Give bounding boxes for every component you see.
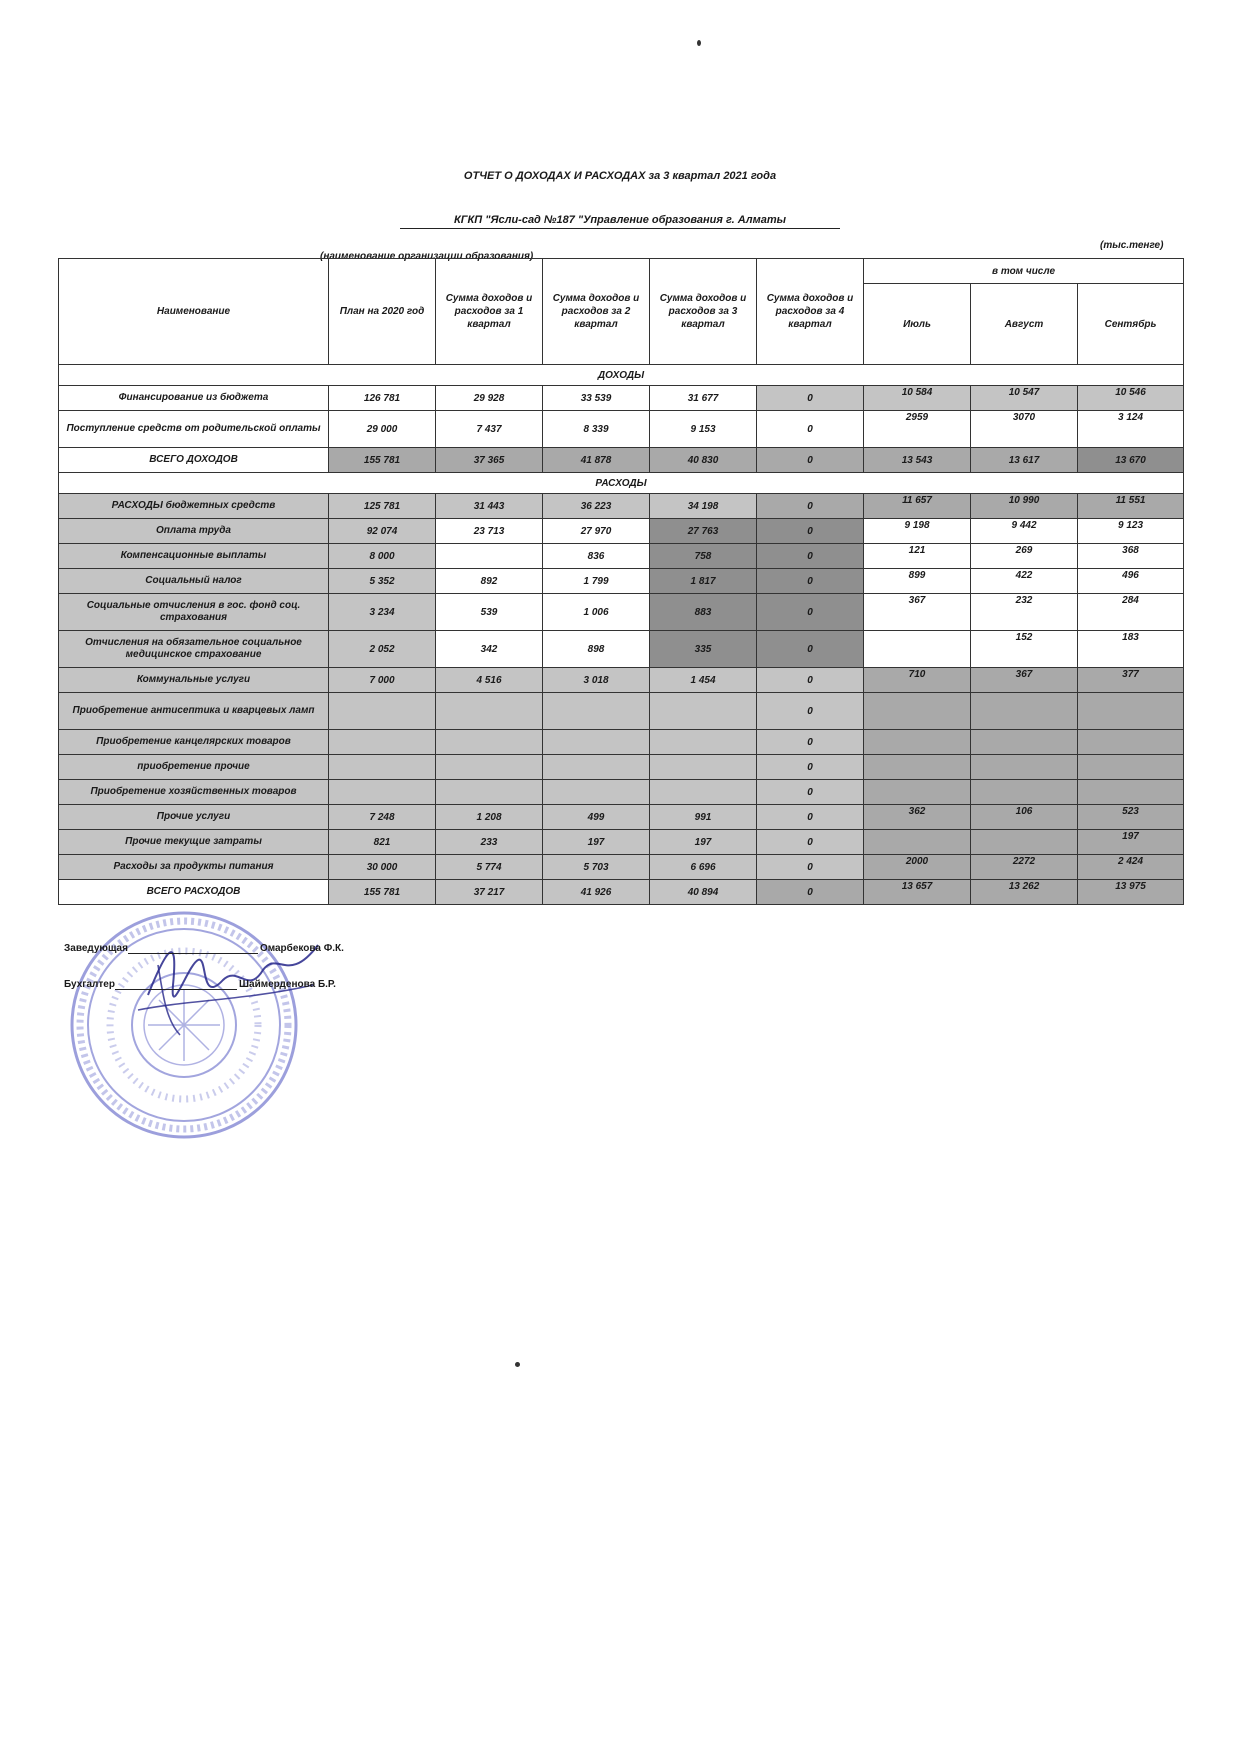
row-name: РАСХОДЫ бюджетных средств xyxy=(59,494,329,519)
cell-plan: 29 000 xyxy=(329,411,436,448)
cell-plan: 5 352 xyxy=(329,569,436,594)
cell-plan: 7 248 xyxy=(329,805,436,830)
cell-aug: 422 xyxy=(971,569,1078,594)
table-row xyxy=(59,755,1184,780)
row-name: Приобретение канцелярских товаров xyxy=(59,730,329,755)
cell-sep: 284 xyxy=(1078,594,1184,631)
cell-q4: 0 xyxy=(757,494,864,519)
cell-q2: 41 926 xyxy=(543,880,650,905)
cell-q2 xyxy=(543,693,650,730)
cell-jul: 121 xyxy=(864,544,971,569)
row-name: ВСЕГО ДОХОДОВ xyxy=(59,448,329,473)
cell-sep xyxy=(1078,780,1184,805)
cell-q1: 342 xyxy=(436,631,543,668)
header-plan: План на 2020 год xyxy=(329,259,436,365)
cell-aug xyxy=(971,780,1078,805)
cell-sep: 3 124 xyxy=(1078,411,1184,448)
cell-jul: 10 584 xyxy=(864,386,971,411)
cell-aug: 13 617 xyxy=(971,448,1078,473)
cell-aug: 10 990 xyxy=(971,494,1078,519)
cell-q3 xyxy=(650,693,757,730)
row-name: Прочие текущие затраты xyxy=(59,830,329,855)
cell-sep xyxy=(1078,755,1184,780)
row-name: Приобретение хозяйственных товаров xyxy=(59,780,329,805)
cell-q1: 892 xyxy=(436,569,543,594)
cell-q3: 991 xyxy=(650,805,757,830)
cell-sep: 368 xyxy=(1078,544,1184,569)
row-name: Оплата труда xyxy=(59,519,329,544)
cell-jul: 2000 xyxy=(864,855,971,880)
header-q3: Сумма доходов и расходов за 3 квартал xyxy=(650,259,757,365)
head-name: Омарбекова Ф.К. xyxy=(259,943,344,954)
cell-q3: 6 696 xyxy=(650,855,757,880)
cell-plan: 30 000 xyxy=(329,855,436,880)
cell-jul xyxy=(864,693,971,730)
cell-plan: 126 781 xyxy=(329,386,436,411)
header-q4: Сумма доходов и расходов за 4 квартал xyxy=(757,259,864,365)
header-name: Наименование xyxy=(59,259,329,365)
cell-q4: 0 xyxy=(757,755,864,780)
cell-q4: 0 xyxy=(757,631,864,668)
expense-total-row xyxy=(59,880,1184,905)
section-row xyxy=(59,365,1184,386)
report-title: ОТЧЕТ О ДОХОДАХ И РАСХОДАХ за 3 квартал 2021 года xyxy=(463,170,777,182)
cell-q4: 0 xyxy=(757,386,864,411)
table-row xyxy=(59,411,1184,448)
cell-sep: 523 xyxy=(1078,805,1184,830)
accountant-name: Шаймерденова Б.Р. xyxy=(238,979,336,990)
header-q2: Сумма доходов и расходов за 2 квартал xyxy=(543,259,650,365)
row-name: Компенсационные выплаты xyxy=(59,544,329,569)
cell-aug: 2272 xyxy=(971,855,1078,880)
row-name: Отчисления на обязательное социальное медицинское страхование xyxy=(59,631,329,668)
cell-aug: 13 262 xyxy=(971,880,1078,905)
cell-q1 xyxy=(436,693,543,730)
cell-q1: 4 516 xyxy=(436,668,543,693)
cell-q2: 33 539 xyxy=(543,386,650,411)
cell-q1: 29 928 xyxy=(436,386,543,411)
table-row xyxy=(59,830,1184,855)
cell-plan xyxy=(329,780,436,805)
cell-q3 xyxy=(650,755,757,780)
cell-sep: 377 xyxy=(1078,668,1184,693)
cell-q1: 37 217 xyxy=(436,880,543,905)
cell-q2: 36 223 xyxy=(543,494,650,519)
table-row xyxy=(59,805,1184,830)
cell-jul xyxy=(864,755,971,780)
cell-q3 xyxy=(650,730,757,755)
cell-jul: 362 xyxy=(864,805,971,830)
cell-plan: 155 781 xyxy=(329,880,436,905)
cell-q3: 40 894 xyxy=(650,880,757,905)
cell-aug xyxy=(971,730,1078,755)
cell-aug xyxy=(971,755,1078,780)
cell-sep: 10 546 xyxy=(1078,386,1184,411)
header-august: Август xyxy=(971,284,1078,365)
cell-q1: 37 365 xyxy=(436,448,543,473)
cell-q1: 7 437 xyxy=(436,411,543,448)
table-row xyxy=(59,693,1184,730)
cell-q3: 335 xyxy=(650,631,757,668)
cell-q4: 0 xyxy=(757,569,864,594)
cell-q1: 233 xyxy=(436,830,543,855)
cell-sep: 2 424 xyxy=(1078,855,1184,880)
cell-q4: 0 xyxy=(757,544,864,569)
cell-aug: 106 xyxy=(971,805,1078,830)
cell-plan xyxy=(329,755,436,780)
cell-q1 xyxy=(436,544,543,569)
cell-jul: 11 657 xyxy=(864,494,971,519)
cell-q4: 0 xyxy=(757,780,864,805)
cell-q2: 1 799 xyxy=(543,569,650,594)
cell-sep: 9 123 xyxy=(1078,519,1184,544)
cell-q3: 1 454 xyxy=(650,668,757,693)
cell-plan xyxy=(329,730,436,755)
cell-q3: 40 830 xyxy=(650,448,757,473)
cell-aug: 10 547 xyxy=(971,386,1078,411)
table-row xyxy=(59,519,1184,544)
table-row xyxy=(59,544,1184,569)
scan-speck xyxy=(515,1362,520,1367)
report-body xyxy=(59,365,1184,905)
cell-aug xyxy=(971,693,1078,730)
cell-aug: 232 xyxy=(971,594,1078,631)
organization-name: КГКП "Ясли-сад №187 "Управление образования г. Алматы xyxy=(400,214,840,229)
cell-q4: 0 xyxy=(757,594,864,631)
cell-q3: 34 198 xyxy=(650,494,757,519)
cell-plan xyxy=(329,693,436,730)
cell-sep: 496 xyxy=(1078,569,1184,594)
cell-q1: 1 208 xyxy=(436,805,543,830)
cell-jul: 13 543 xyxy=(864,448,971,473)
cell-jul xyxy=(864,730,971,755)
cell-jul: 367 xyxy=(864,594,971,631)
cell-sep: 13 670 xyxy=(1078,448,1184,473)
cell-plan: 821 xyxy=(329,830,436,855)
cell-aug: 152 xyxy=(971,631,1078,668)
cell-aug: 3070 xyxy=(971,411,1078,448)
cell-plan: 92 074 xyxy=(329,519,436,544)
table-row xyxy=(59,668,1184,693)
cell-sep: 183 xyxy=(1078,631,1184,668)
cell-q3: 31 677 xyxy=(650,386,757,411)
cell-aug: 9 442 xyxy=(971,519,1078,544)
table-row xyxy=(59,631,1184,668)
row-name: Поступление средств от родительской оплаты xyxy=(59,411,329,448)
cell-q1 xyxy=(436,730,543,755)
cell-q4: 0 xyxy=(757,880,864,905)
cell-jul: 899 xyxy=(864,569,971,594)
cell-q1 xyxy=(436,780,543,805)
row-name: Прочие услуги xyxy=(59,805,329,830)
table-row xyxy=(59,780,1184,805)
cell-q2: 836 xyxy=(543,544,650,569)
cell-q2: 41 878 xyxy=(543,448,650,473)
cell-q2: 27 970 xyxy=(543,519,650,544)
table-row xyxy=(59,569,1184,594)
income-total-row xyxy=(59,448,1184,473)
cell-jul: 9 198 xyxy=(864,519,971,544)
head-label: Заведующая xyxy=(64,943,128,954)
header-september: Сентябрь xyxy=(1078,284,1184,365)
cell-sep: 197 xyxy=(1078,830,1184,855)
section-row xyxy=(59,473,1184,494)
cell-q3 xyxy=(650,780,757,805)
cell-plan: 155 781 xyxy=(329,448,436,473)
cell-q2 xyxy=(543,780,650,805)
cell-q3: 9 153 xyxy=(650,411,757,448)
row-name: Финансирование из бюджета xyxy=(59,386,329,411)
cell-sep: 11 551 xyxy=(1078,494,1184,519)
section-label: РАСХОДЫ xyxy=(59,473,1184,494)
cell-q3: 758 xyxy=(650,544,757,569)
table-row xyxy=(59,594,1184,631)
cell-q1: 539 xyxy=(436,594,543,631)
cell-jul: 2959 xyxy=(864,411,971,448)
cell-q4: 0 xyxy=(757,855,864,880)
cell-aug: 269 xyxy=(971,544,1078,569)
table-row xyxy=(59,386,1184,411)
row-name: приобретение прочие xyxy=(59,755,329,780)
row-name: ВСЕГО РАСХОДОВ xyxy=(59,880,329,905)
cell-q3: 197 xyxy=(650,830,757,855)
scan-speck xyxy=(697,40,701,46)
cell-q3: 27 763 xyxy=(650,519,757,544)
cell-q3: 883 xyxy=(650,594,757,631)
row-name: Социальный налог xyxy=(59,569,329,594)
cell-q2 xyxy=(543,755,650,780)
table-row xyxy=(59,494,1184,519)
cell-jul: 13 657 xyxy=(864,880,971,905)
cell-aug: 367 xyxy=(971,668,1078,693)
cell-plan: 7 000 xyxy=(329,668,436,693)
cell-q2: 499 xyxy=(543,805,650,830)
cell-q2 xyxy=(543,730,650,755)
cell-q4: 0 xyxy=(757,805,864,830)
cell-q1: 23 713 xyxy=(436,519,543,544)
organization-caption: (наименование организации образования) xyxy=(320,251,534,262)
header-q1: Сумма доходов и расходов за 1 квартал xyxy=(436,259,543,365)
cell-q4: 0 xyxy=(757,730,864,755)
accountant-label: Бухгалтер xyxy=(64,979,115,990)
cell-q4: 0 xyxy=(757,830,864,855)
cell-q1 xyxy=(436,755,543,780)
header-including: в том числе xyxy=(864,259,1184,284)
row-name: Приобретение антисептика и кварцевых ламп xyxy=(59,693,329,730)
row-name: Коммунальные услуги xyxy=(59,668,329,693)
cell-jul xyxy=(864,830,971,855)
header-july: Июль xyxy=(864,284,971,365)
table-row xyxy=(59,730,1184,755)
section-label: ДОХОДЫ xyxy=(59,365,1184,386)
cell-jul xyxy=(864,631,971,668)
cell-sep xyxy=(1078,730,1184,755)
cell-q1: 5 774 xyxy=(436,855,543,880)
cell-plan: 3 234 xyxy=(329,594,436,631)
cell-jul: 710 xyxy=(864,668,971,693)
report-table xyxy=(58,258,1184,905)
cell-plan: 2 052 xyxy=(329,631,436,668)
cell-q2: 1 006 xyxy=(543,594,650,631)
row-name: Социальные отчисления в гос. фонд соц. страхования xyxy=(59,594,329,631)
cell-q2: 898 xyxy=(543,631,650,668)
cell-q2: 8 339 xyxy=(543,411,650,448)
cell-q4: 0 xyxy=(757,519,864,544)
head-signature-line xyxy=(64,943,344,954)
cell-jul xyxy=(864,780,971,805)
cell-q4: 0 xyxy=(757,411,864,448)
units-label: (тыс.тенге) xyxy=(1100,240,1164,251)
cell-plan: 8 000 xyxy=(329,544,436,569)
cell-plan: 125 781 xyxy=(329,494,436,519)
accountant-signature-line xyxy=(64,979,336,990)
cell-q3: 1 817 xyxy=(650,569,757,594)
cell-sep xyxy=(1078,693,1184,730)
cell-aug xyxy=(971,830,1078,855)
cell-q2: 3 018 xyxy=(543,668,650,693)
cell-q4: 0 xyxy=(757,448,864,473)
cell-q4: 0 xyxy=(757,693,864,730)
cell-q2: 5 703 xyxy=(543,855,650,880)
table-row xyxy=(59,855,1184,880)
cell-q2: 197 xyxy=(543,830,650,855)
row-name: Расходы за продукты питания xyxy=(59,855,329,880)
cell-q4: 0 xyxy=(757,668,864,693)
cell-q1: 31 443 xyxy=(436,494,543,519)
cell-sep: 13 975 xyxy=(1078,880,1184,905)
